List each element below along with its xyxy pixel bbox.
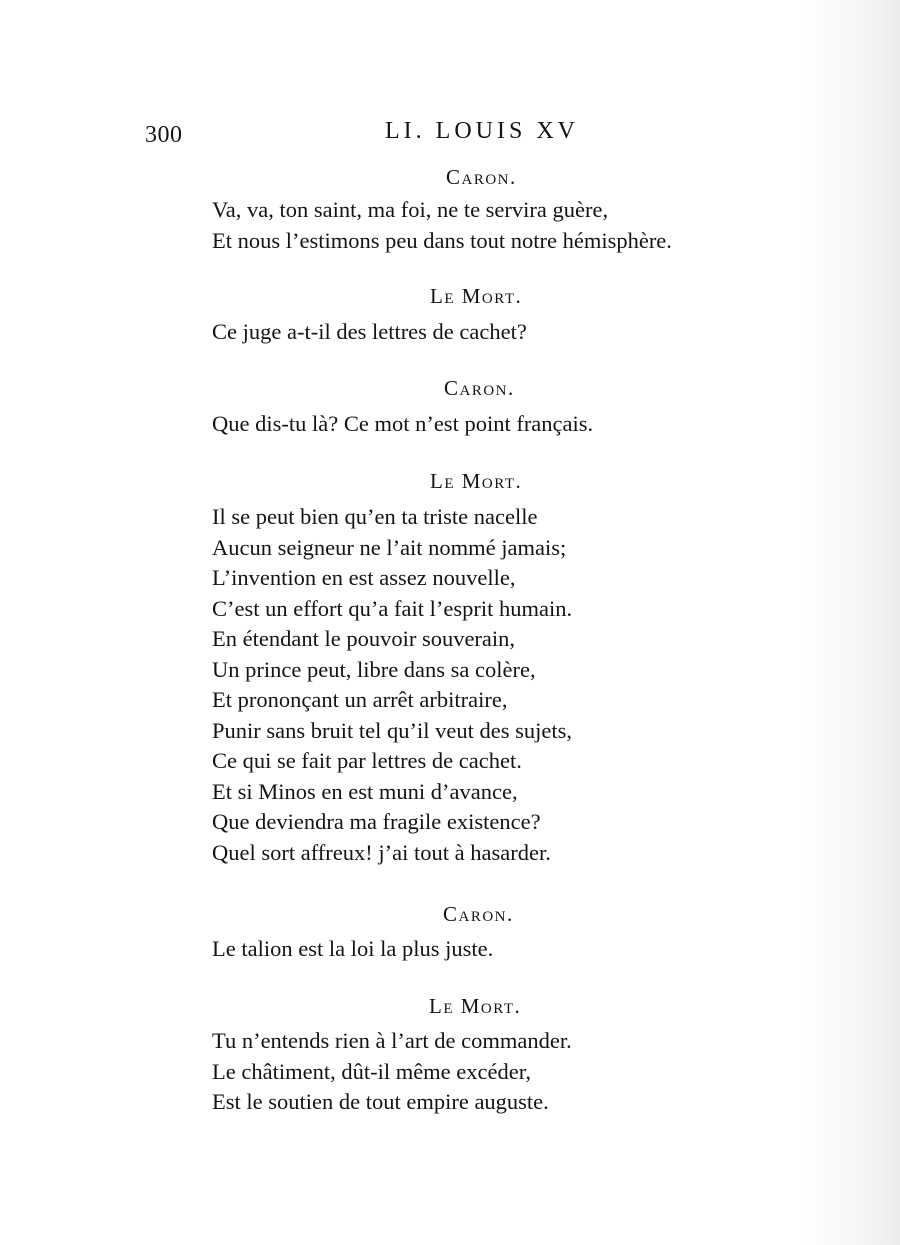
speaker-heading: Le Mort. xyxy=(430,469,523,493)
verse-line: En étendant le pouvoir souverain, xyxy=(212,626,516,651)
verse-line: Tu n’entends rien à l’art de commander. xyxy=(212,1028,572,1053)
running-title: LI. LOUIS XV xyxy=(385,118,579,144)
page-number: 300 xyxy=(145,122,183,148)
verse-line: Un prince peut, libre dans sa colère, xyxy=(212,656,536,682)
speaker-heading: Le Mort. xyxy=(430,284,523,308)
verse-line: Est le soutien de tout empire auguste. xyxy=(212,1089,549,1114)
speaker-heading: Caron. xyxy=(443,902,514,926)
verse-line: Et prononçant un arrêt arbitraire, xyxy=(212,687,508,712)
verse-line: Que dis-tu là? Ce mot n’est point français. xyxy=(212,411,594,436)
verse-line: Le talion est la loi la plus juste. xyxy=(212,936,494,961)
verse-line: Aucun seigneur ne l’ait nommé jamais; xyxy=(212,534,567,560)
verse-line: Ce qui se fait par lettres de cachet. xyxy=(212,748,522,773)
speaker-heading: Le Mort. xyxy=(429,994,522,1018)
verse-line: C’est un effort qu’a fait l’esprit humain. xyxy=(212,595,573,621)
verse-line: Va, va, ton saint, ma foi, ne te servira guère, xyxy=(212,197,609,222)
verse-line: Punir sans bruit tel qu’il veut des sujets, xyxy=(212,717,572,743)
verse-line: Le châtiment, dût-il même excéder, xyxy=(212,1058,531,1084)
verse-block xyxy=(212,934,493,965)
verse-line: Il se peut bien qu’en ta triste nacelle xyxy=(212,504,538,529)
speaker-heading: Caron. xyxy=(446,165,517,189)
speaker-heading: Caron. xyxy=(444,376,515,400)
verse-line: Que deviendra ma fragile existence? xyxy=(212,809,541,834)
verse-block xyxy=(212,502,572,868)
verse-block xyxy=(212,409,593,440)
verse-line: Ce juge a-t-il des lettres de cachet? xyxy=(212,319,527,344)
verse-line: Et si Minos en est muni d’avance, xyxy=(212,778,518,804)
verse-line: Quel sort affreux! j’ai tout à hasarder. xyxy=(212,839,551,865)
verse-block xyxy=(212,1026,572,1118)
verse-block xyxy=(212,317,527,348)
verse-line: L’invention en est assez nouvelle, xyxy=(212,565,516,590)
verse-block xyxy=(212,195,672,256)
verse-line: Et nous l’estimons peu dans tout notre hémisphère. xyxy=(212,227,672,253)
